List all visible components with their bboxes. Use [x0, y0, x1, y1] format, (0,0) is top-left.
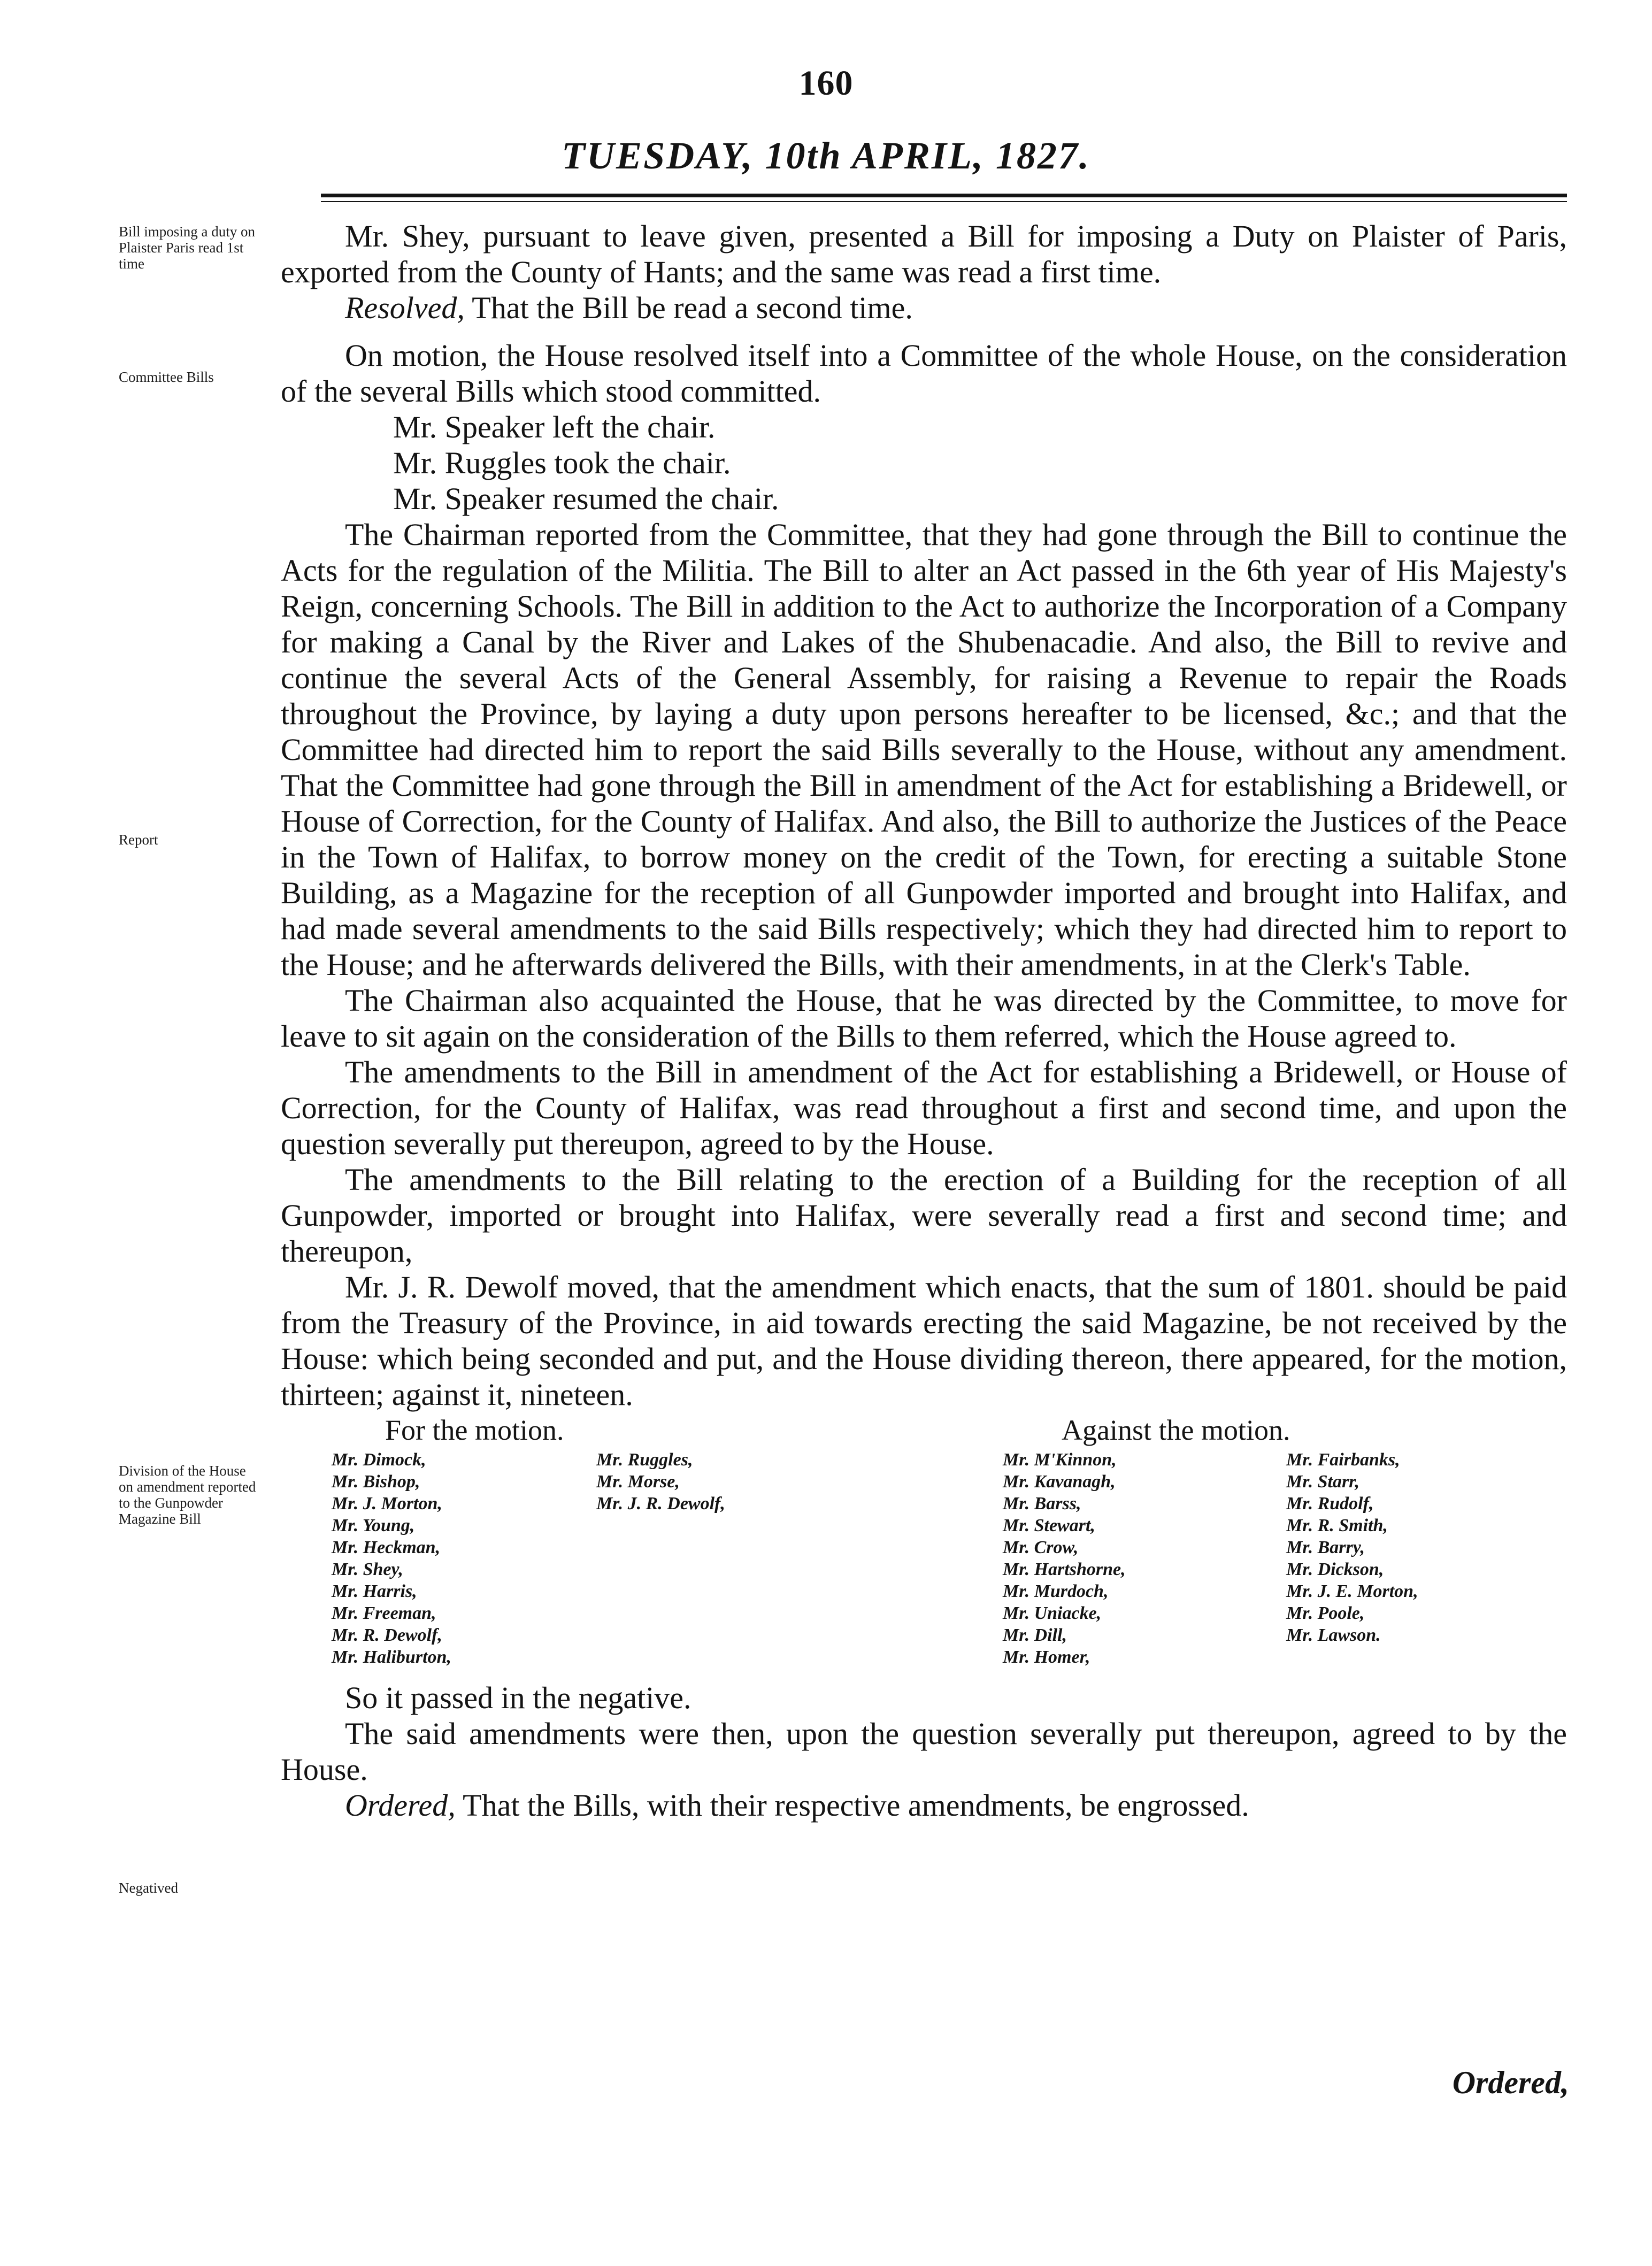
ordered-label: Ordered,	[345, 1788, 456, 1823]
line-speaker-resumed: Mr. Speaker resumed the chair.	[393, 481, 779, 516]
member-name: Mr. J. Morton,	[332, 1494, 442, 1514]
member-name: Mr. Hartshorne,	[1003, 1560, 1126, 1579]
paragraph-committee-motion: On motion, the House resolved itself into a Committee of the whole House, on the consideration of the several Bills which stood committed.	[281, 338, 1567, 409]
member-name: Mr. Morse,	[596, 1472, 680, 1492]
margin-note-bill-imposing: Bill imposing a duty on Plaister Paris read 1st time	[119, 224, 256, 272]
paragraph-chairman-acquaint: The Chairman also acquainted the House, that he was directed by the Committee, to move for leave to sit again on the consideration of the Bills to them referred, which the House agreed to.	[281, 983, 1567, 1054]
for-column-2	[596, 1449, 725, 1515]
margin-note-negatived: Negatived	[119, 1880, 178, 1896]
member-name: Mr. J. E. Morton,	[1286, 1581, 1418, 1601]
division-list	[281, 1412, 1567, 1680]
ordered-text: That the Bills, with their respective amendments, be engrossed.	[463, 1788, 1249, 1823]
line-ruggles-took: Mr. Ruggles took the chair.	[393, 445, 731, 480]
catchword: Ordered,	[1452, 2065, 1569, 2100]
paragraph-agreed: The said amendments were then, upon the question severally put thereupon, agreed to by the House.	[281, 1716, 1567, 1787]
member-name: Mr. R. Dewolf,	[332, 1625, 442, 1645]
member-name: Mr. Freeman,	[332, 1603, 436, 1623]
paragraph-gunpowder-amendments: The amendments to the Bill relating to the erection of a Building for the reception of all Gunpowder, imported or brought into Halifax, were severally read a first and second time; and thereupon,	[281, 1162, 1567, 1269]
member-name: Mr. Poole,	[1286, 1603, 1365, 1623]
header-rule-thick	[321, 194, 1567, 197]
member-name: Mr. Young,	[332, 1516, 415, 1535]
member-name: Mr. Dickson,	[1286, 1560, 1384, 1579]
member-name: Mr. Lawson.	[1286, 1625, 1381, 1645]
margin-note-report: Report	[119, 832, 158, 848]
paragraph-negative: So it passed in the negative.	[345, 1680, 691, 1715]
member-name: Mr. Haliburton,	[332, 1647, 451, 1667]
member-name: Mr. Uniacke,	[1003, 1603, 1102, 1623]
paragraph-ordered	[281, 1787, 1567, 1823]
page-date: TUESDAY, 10th APRIL, 1827.	[562, 134, 1090, 177]
line-speaker-left: Mr. Speaker left the chair.	[393, 410, 716, 444]
paragraph-chairman-report: The Chairman reported from the Committee, that they had gone through the Bill to continue the Acts for the regulation of the Militia. The Bill to alter an Act passed in the 6th year of His Majesty's Reign, concerning Schools. The Bill in addition to the Act to authorize the Incorporation of a Company for making a Canal by the River and Lakes of the Shubenacadie. And also, the Bill to revive and continue the several Acts of the General Assembly, for raising a Revenue to repair the Roads throughout the Province, by laying a duty upon persons hereafter to be licensed, &c.; and that the Committee had directed him to report the said Bills severally to the House, without any amendment. That the Committee had gone through the Bill in amendment of the Act for establishing a Bridewell, or House of Correction, for the County of Halifax. And also, the Bill to authorize the Justices of the Peace in the Town of Halifax, to borrow money on the credit of the Town, for erecting a suitable Stone Building, as a Magazine for the reception of all Gunpowder imported and brought into Halifax, and had made several amendments to the said Bills respectively; which they had directed him to report to the House; and he afterwards delivered the Bills, with their amendments, in at the Clerk's Table.	[281, 517, 1567, 982]
member-name: Mr. Heckman,	[332, 1538, 441, 1557]
member-name: Mr. Harris,	[332, 1581, 417, 1601]
member-name: Mr. Dill,	[1003, 1625, 1067, 1645]
header-rule-thin	[321, 201, 1567, 202]
member-name: Mr. Fairbanks,	[1286, 1450, 1400, 1470]
margin-note-division: Division of the House on amendment reported to the Gunpowder Magazine Bill	[119, 1463, 256, 1527]
member-name: Mr. M'Kinnon,	[1003, 1450, 1117, 1470]
member-name: Mr. Crow,	[1003, 1538, 1079, 1557]
member-name: Mr. Rudolf,	[1286, 1494, 1374, 1514]
member-name: Mr. Starr,	[1286, 1472, 1360, 1492]
member-name: Mr. Ruggles,	[596, 1450, 693, 1470]
member-name: Mr. Barry,	[1286, 1538, 1365, 1557]
for-column-1	[332, 1449, 451, 1668]
paragraph-second-reading	[281, 290, 1567, 326]
against-column-2	[1286, 1449, 1418, 1646]
member-name: Mr. Dimock,	[332, 1450, 426, 1470]
page-number: 160	[798, 64, 854, 103]
journal-text	[281, 218, 1567, 1823]
member-name: Mr. Bishop,	[332, 1472, 420, 1492]
paragraph-bill-presented: Mr. Shey, pursuant to leave given, presented a Bill for imposing a Duty on Plaister of Paris, exported from the County of Hants; and the same was read a first time.	[281, 219, 1567, 289]
member-name: Mr. Stewart,	[1003, 1516, 1095, 1535]
member-name: Mr. R. Smith,	[1286, 1516, 1388, 1535]
margin-note-committee-bills: Committee Bills	[119, 369, 214, 385]
member-name: Mr. Kavanagh,	[1003, 1472, 1116, 1492]
paragraph-bridewell-amendments: The amendments to the Bill in amendment of the Act for establishing a Bridewell, or House of Correction, for the County of Halifax, was read throughout a first and second time, and upon the question severally put thereupon, agreed to by the House.	[281, 1055, 1567, 1161]
second-reading-text: That the Bill be read a second time.	[472, 290, 913, 325]
for-heading: For the motion.	[385, 1414, 564, 1446]
resolved-label: Resolved,	[345, 290, 465, 325]
member-name: Mr. Shey,	[332, 1560, 403, 1579]
against-column-1	[1003, 1449, 1126, 1668]
member-name: Mr. Murdoch,	[1003, 1581, 1109, 1601]
member-name: Mr. Barss,	[1003, 1494, 1081, 1514]
member-name: Mr. Homer,	[1003, 1647, 1090, 1667]
against-heading: Against the motion.	[1062, 1414, 1290, 1446]
member-name: Mr. J. R. Dewolf,	[596, 1494, 725, 1514]
paragraph-dewolf-motion: Mr. J. R. Dewolf moved, that the amendment which enacts, that the sum of 1801. should be paid from the Treasury of the Province, in aid towards erecting the said Magazine, be not received by the House: which being seconded and put, and the House dividing thereon, there appeared, for the motion, thirteen; against it, nineteen.	[281, 1270, 1567, 1412]
